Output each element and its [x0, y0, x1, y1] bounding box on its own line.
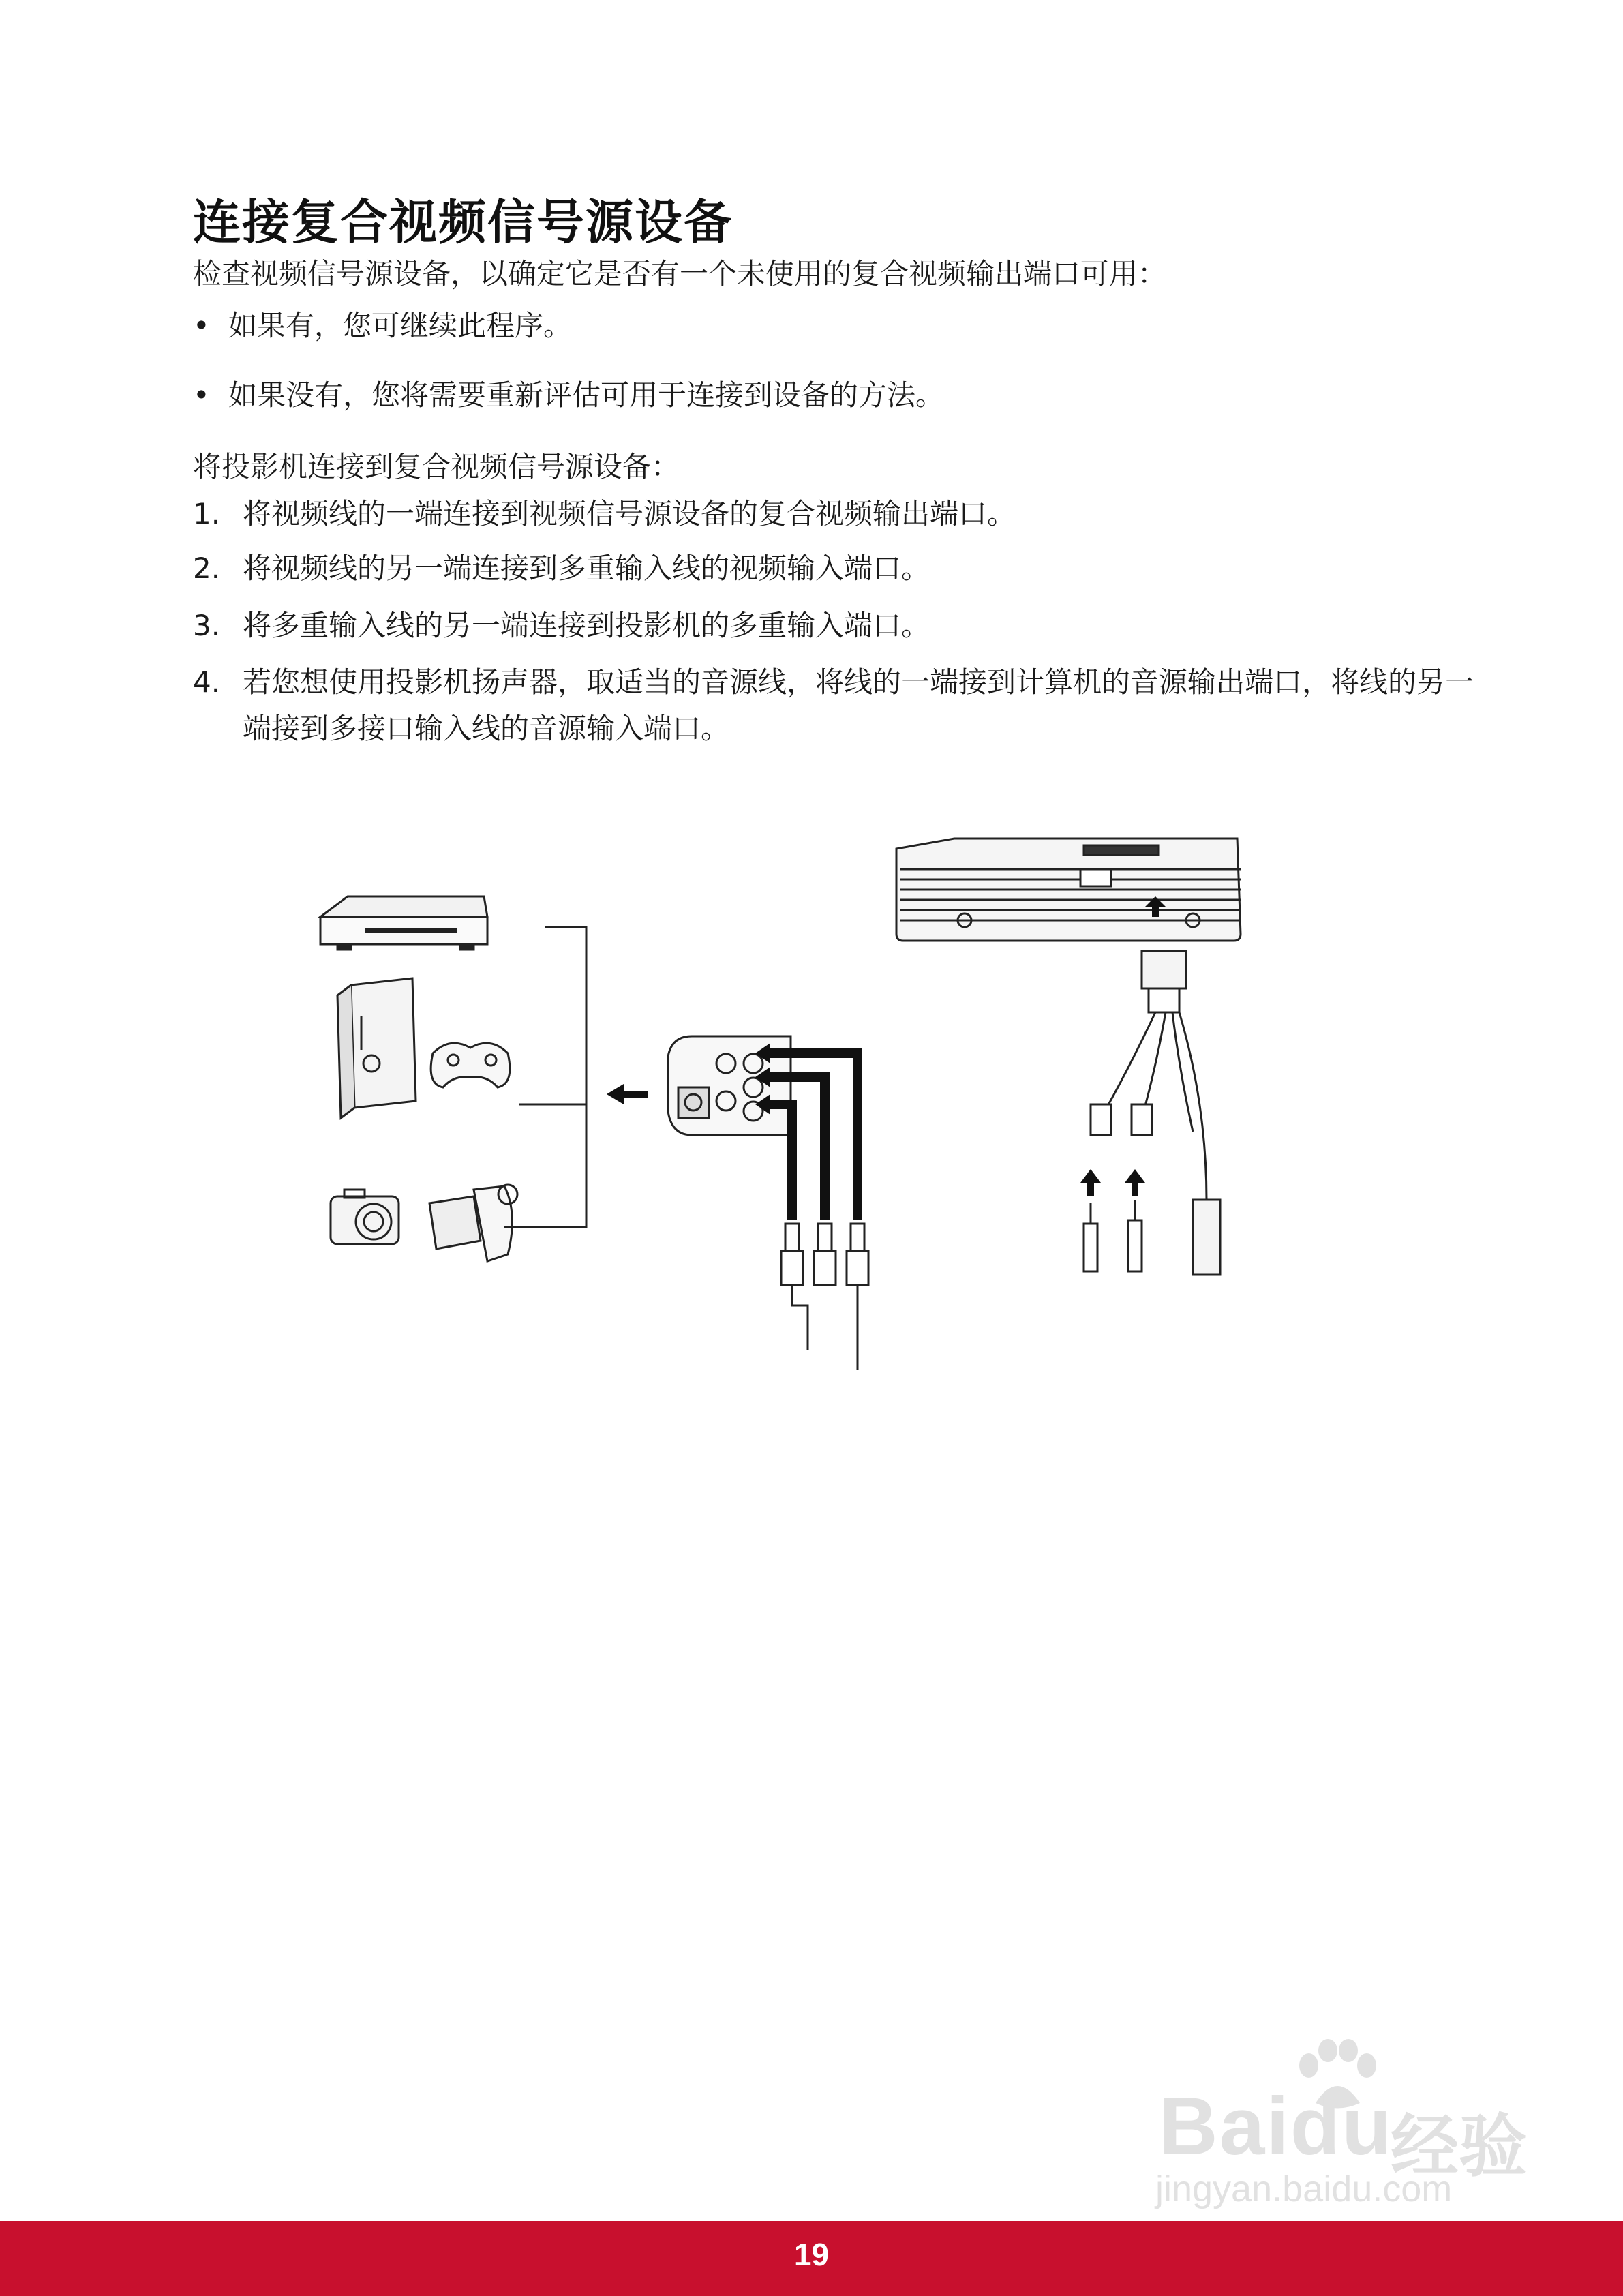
- step-number: 2.: [193, 552, 221, 585]
- page-footer: [0, 2221, 1623, 2296]
- bullet-text: 如果有，您可继续此程序。: [228, 309, 573, 342]
- step-item-3: [193, 603, 1483, 649]
- step-number: 4.: [193, 665, 221, 699]
- multi-input-cable: [1091, 951, 1220, 1275]
- bullet-item-2: [193, 375, 944, 416]
- connection-diagram: [300, 832, 1268, 1391]
- step-item-1: [193, 491, 1483, 537]
- rca-cables: [770, 1053, 858, 1220]
- step-number: 3.: [193, 609, 221, 642]
- step-text: 将视频线的一端连接到视频信号源设备的复合视频输出端口。: [243, 497, 1016, 530]
- step-item-4: [193, 659, 1483, 752]
- bullet-text: 如果没有，您将需要重新评估可用于连接到设备的方法。: [228, 378, 945, 412]
- bullet-marker: •: [193, 378, 210, 412]
- game-console-illustration: [337, 978, 510, 1118]
- step-item-2: [193, 545, 1483, 592]
- watermark-url: jingyan.baidu.com: [1155, 2169, 1453, 2209]
- watermark-brand-cn: 经验: [1391, 2106, 1527, 2186]
- step-text: 若您想使用投影机扬声器，取适当的音源线，将线的一端接到计算机的音源输出端口，将线的另一端接到多接口输入线的音源输入端口。: [243, 665, 1474, 745]
- page-title: 连接复合视频信号源设备: [193, 194, 733, 250]
- bullet-marker: •: [193, 309, 210, 342]
- bullet-item-1: [193, 305, 572, 346]
- step-text: 将多重输入线的另一端连接到投影机的多重输入端口。: [243, 609, 930, 642]
- projector-illustration: [896, 839, 1241, 941]
- baidu-watermark: [1152, 2038, 1547, 2209]
- dvd-player-illustration: [320, 896, 487, 950]
- camera-illustration: [331, 1190, 399, 1244]
- rca-plugs: [781, 1224, 868, 1285]
- camcorder-illustration: [429, 1185, 517, 1261]
- intro-paragraph: 检查视频信号源设备，以确定它是否有一个未使用的复合视频输出端口可用：: [193, 257, 1167, 290]
- step-number: 1.: [193, 497, 221, 530]
- steps-intro: 将投影机连接到复合视频信号源设备：: [193, 450, 680, 483]
- page-number: 19: [793, 2237, 830, 2272]
- watermark-brand: Baidu: [1159, 2081, 1393, 2172]
- step-text: 将视频线的另一端连接到多重输入线的视频输入端口。: [243, 552, 930, 585]
